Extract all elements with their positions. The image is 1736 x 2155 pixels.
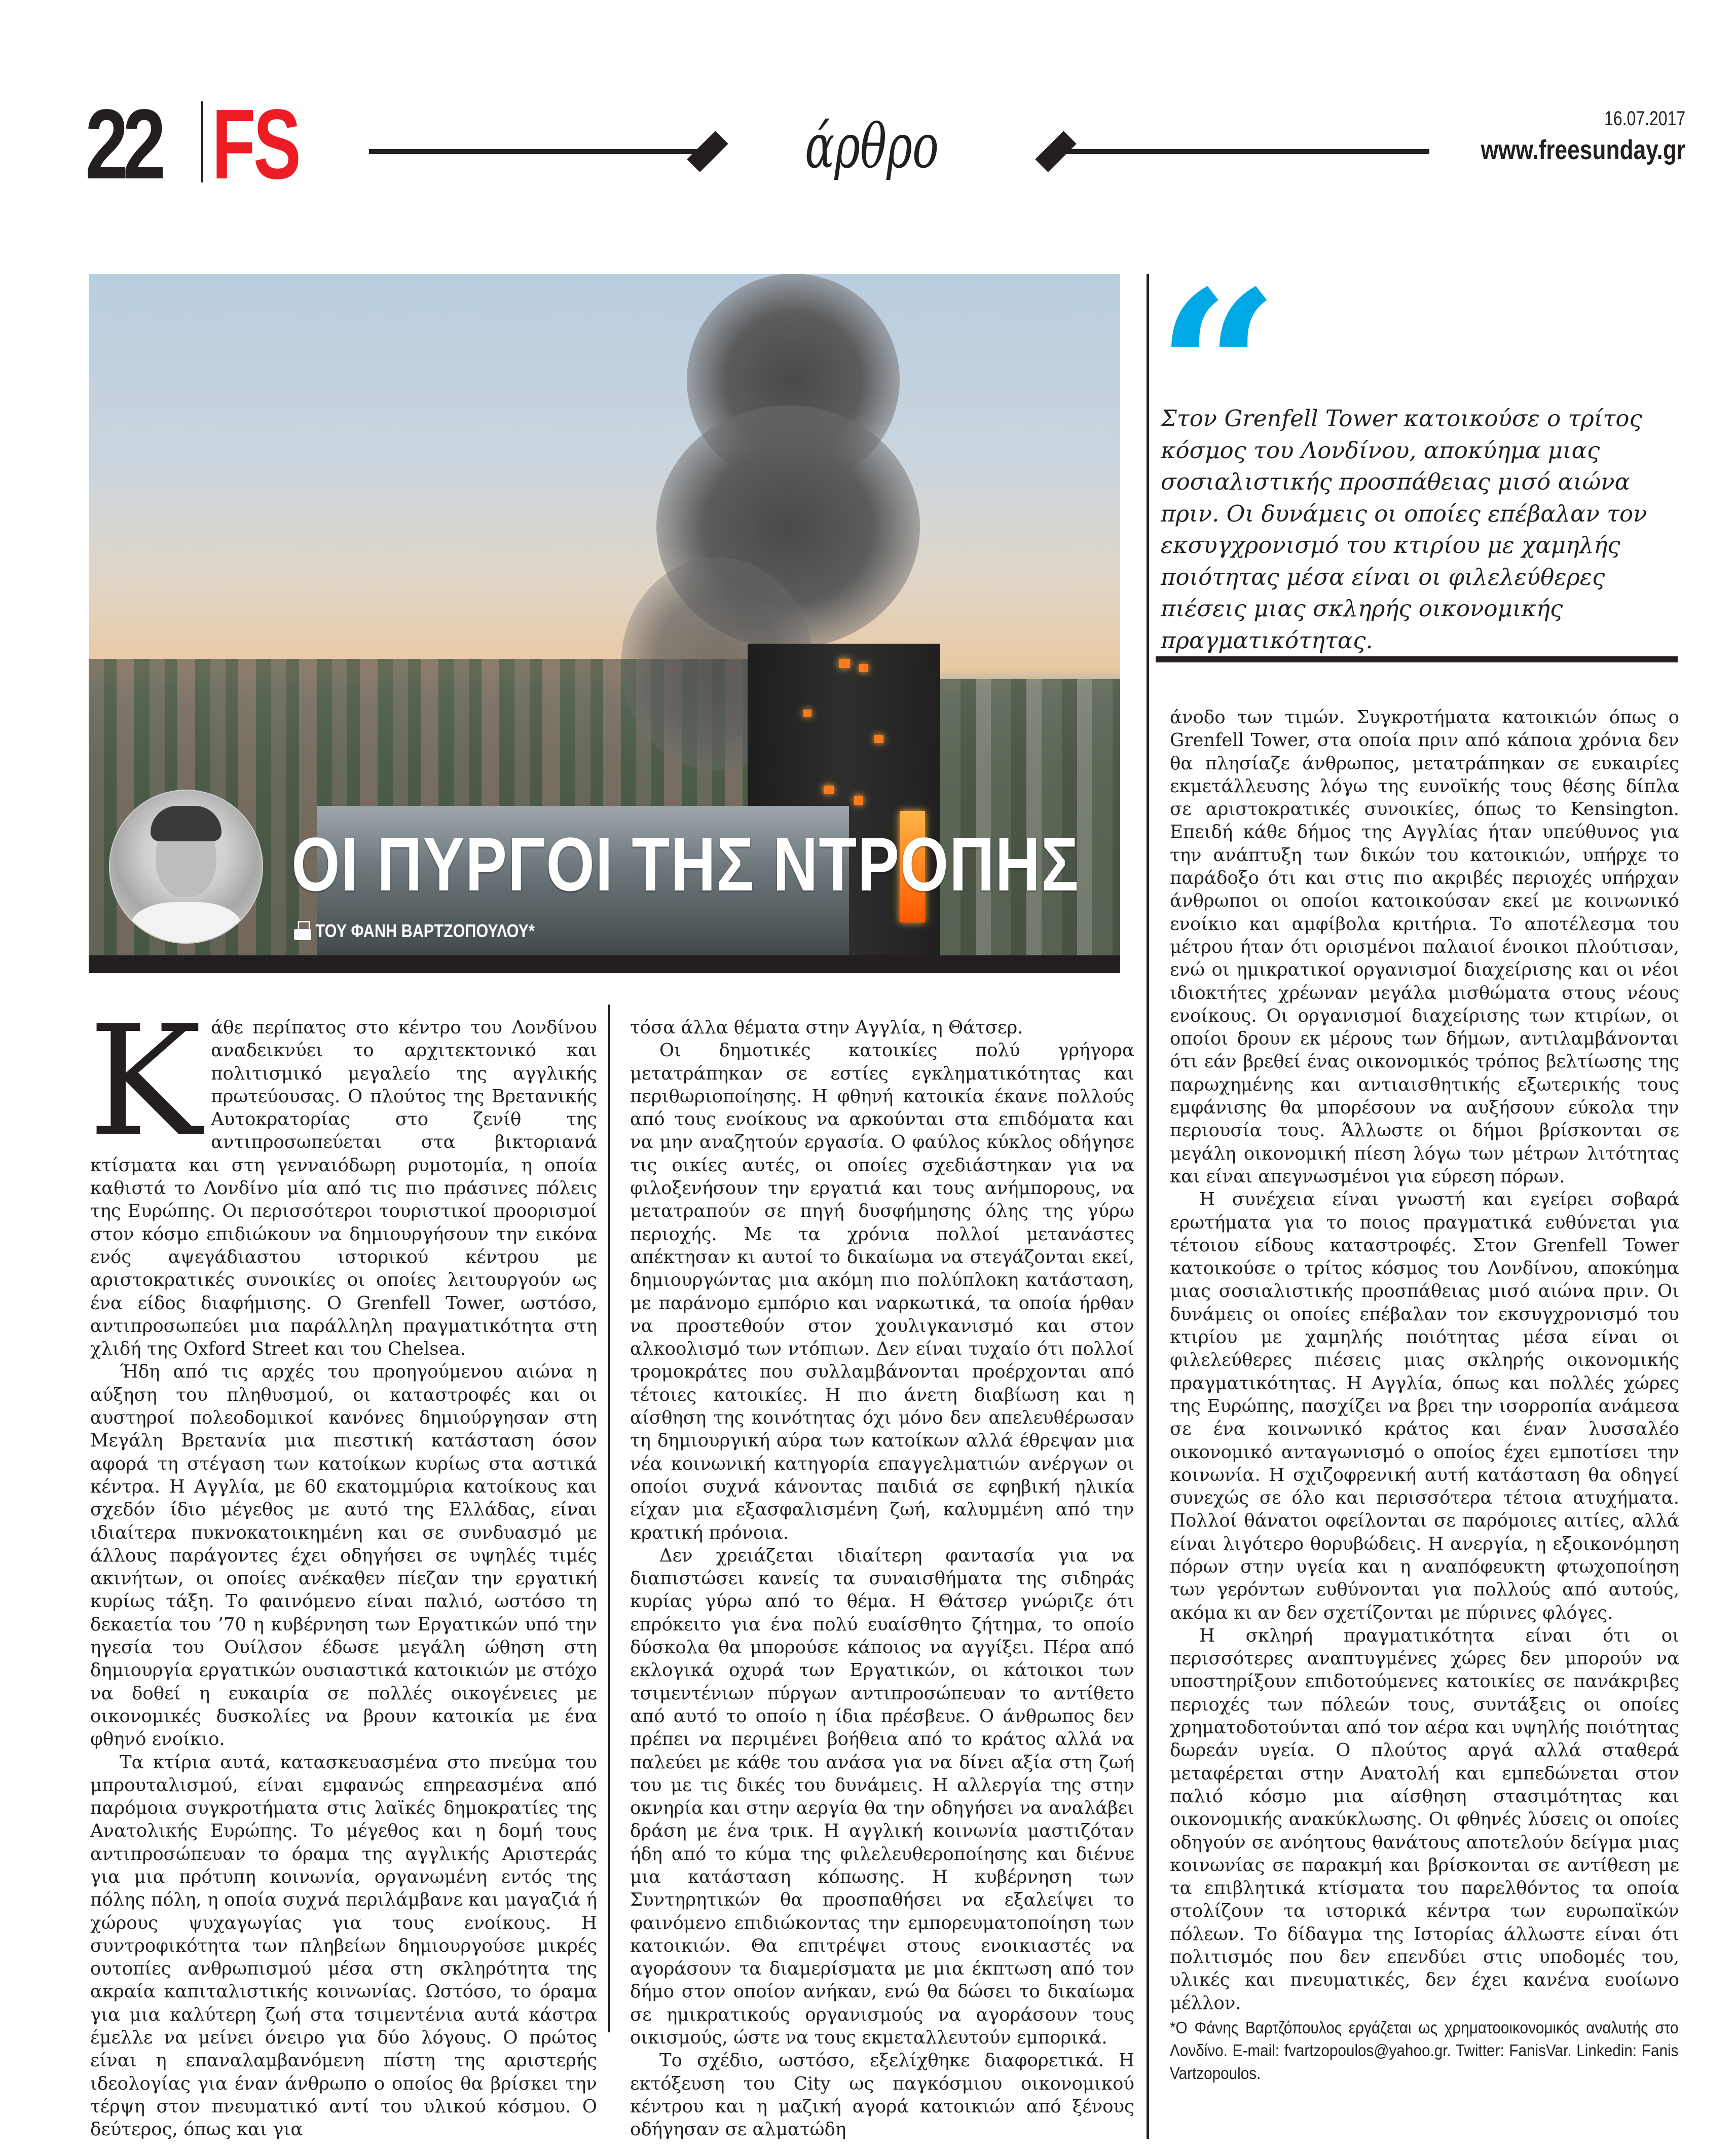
paragraph: Τα κτίρια αυτά, κατασκευασμένα στο πνεύμα του μπρουταλισμού, είναι εμφανώς επηρεασμένα από παρόμοια συγκροτήματα στις λαϊκές δημοκρατίες της Ανατολικής Ευρώπης. Το μέγεθος και η δομή τους αντιπροσώπευαν το όραμα της αγγλικής Αριστεράς για μια πρότυπη κοινωνία, οργανωμένη εντός της πόλης πόλη, η οποία συχνά περιλάμβανε και μαγαζιά ή χώρους ψυχαγωγίας για τους ενοίκους. Η συντροφικότητα των πληβείων δημιουργούσε μικρές ουτοπίες ανθρωπισμού μέσα στη σκληρότητα της ακραία καπιταλιστικής κοινωνίας. Ωστόσο, το όραμα για μια καλύτερη ζωή στα τσιμεντένια αυτά κάστρα έμελλε να μείνει όνειρο για δύο λόγους. Ο πρώτος είναι η επαναλαμβανόμενη πίστη της αριστερής ιδεολογίας για έναν άνθρωπο ο οποίος θα βρίσκει την τέρψη στον πνευματικό αντί του υλικού κόσμου. Ο δεύτερος, όπως και για — [90, 1752, 597, 2140]
avatar-shirt — [130, 902, 242, 944]
paragraph: Ήδη από τις αρχές του προηγούμενου αιώνα η αύξηση του πληθυσμού, οι καταστροφές και οι αυστηροί πολεοδομικοί κανόνες δημιούργησαν στη Μεγάλη Βρετανία μια πιεστική κατάσταση όσον αφορά τη στέγαση των κατοίκων κυρίως στα αστικά κέντρα. Η Αγγλία, με 60 εκατομμύρια κατοίκους και σχεδόν ίδιο μέγεθος με αυτό της Ελλάδας, είναι ιδιαίτερα πυκνοκατοικημένη και σε συνδυασμό με άλλους παράγοντες έχει οδηγήσει σε υψηλές τιμές ακινήτων, οι οποίες ανέκαθεν πίεζαν την εργατική κυρίως τάξη. Το φαινόμενο είναι παλιό, ωστόσο τη δεκαετία του ’70 η κυβέρνηση των Εργατικών υπό την ηγεσία του Ουίλσον έδωσε μεγάλη ώθηση στη δημιουργία εργατικών ουσιαστικά κατοικιών με στόχο να δοθεί η ευκαιρία σε πολλές οικογένειες με οικονομικές δυσκολίες να βρουν κατοικία με ένα φθηνό ενοίκιο. — [90, 1361, 597, 1750]
pull-quote: Στον Grenfell Tower κατοικούσε ο τρίτος κόσμος του Λονδίνου, αποκύημα μιας σοσιαλιστικής προσπάθειας μισό αιώνα πριν. Οι δυνάμεις οι οποίες επέβαλαν τον εκσυγχρονισμό του κτιρίου με χαμηλής ποιότητας μέσα είναι οι φιλελεύθερες πιέσεις μιας σκληρής οικονομικής πραγματικότητας. — [1161, 405, 1647, 654]
fire — [874, 735, 883, 743]
column-divider-right — [1147, 274, 1149, 2139]
article-column-2 — [630, 1016, 1134, 2141]
typewriter-icon — [294, 921, 311, 941]
section-label: άρθρο — [805, 112, 939, 182]
column-divider-left — [608, 1005, 610, 2032]
fire — [854, 796, 863, 805]
city-skyline-right — [940, 679, 1120, 955]
fire — [824, 786, 834, 794]
paragraph: τόσα άλλα θέματα στην Αγγλία, η Θάτσερ. — [630, 1017, 1023, 1038]
hero-photo — [89, 274, 1120, 955]
drop-cap: Κ — [88, 993, 202, 1170]
page-number: 22 — [85, 89, 161, 200]
byline-author: ΤΟΥ ΦΑΝΗ ΒΑΡΤΖΟΠΟΥΛΟΥ* — [315, 920, 535, 941]
header-rule-left — [369, 149, 704, 154]
article-column-3 — [1170, 706, 1679, 2015]
publication-logo: FS — [212, 89, 299, 200]
fire — [839, 659, 850, 668]
avatar-hair — [151, 806, 221, 841]
paragraph: Η συνέχεια είναι γνωστή και εγείρει σοβαρά ερωτήματα για το ποιος πραγματικά ευθύνεται για τέτοιου είδους καταστροφές. Στον Grenfell Tower κατοικούσε ο τρίτος κόσμος του Λονδίνου, αποκύημα μιας σοσιαλιστικής προσπάθειας μισό αιώνα πριν. Οι δυνάμεις οι οποίες επέβαλαν τον εκσυγχρονισμό του κτιρίου με χαμηλής ποιότητας μέσα είναι οι φιλελεύθερες πιέσεις μιας σκληρής οικονομικής πραγματικότητας. Η Αγγλία, όπως και πολλές χώρες της Ευρώπης, πασχίζει να βρει την ισορροπία ανάμεσα σε ένα κοινωνικό κράτος και έναν λυσσαλέο οικονομικό ανταγωνισμό ο οποίος έχει εμποτίσει την κοινωνία. Η σχιζοφρενική αυτή κατάσταση θα οδηγεί συνεχώς σε όλο και περισσότερα τέτοια ατυχήματα. Πολλοί θάνατοι οφείλονται σε παρόμοιες αιτίες, αλλά είναι λιγότερο θορυβώδεις. Η ανεργία, η εξοικονόμηση πόρων στην υγεία και η αναπόφευκτη φτωχοποίηση των γερόντων ευθύνονται για πολλούς από αυτούς, ακόμα κι αν δεν σχετίζονται με πύρινες φλόγες. — [1170, 1189, 1679, 1623]
author-footnote: *Ο Φάνης Βαρτζόπουλος εργάζεται ως χρηματοοικονομικός αναλυτής στο Λονδίνο. E-mail: fvartzopoulos@yahoo.gr. Twitter: FanisVar. Linkedin: Fanis Vartzopoulos. — [1170, 2018, 1679, 2083]
website-link[interactable]: www.freesunday.gr — [1481, 135, 1685, 165]
article-column-1 — [88, 993, 597, 2141]
paragraph: Το σχέδιο, ωστόσο, εξελίχθηκε διαφορετικά. Η εκτόξευση του City ως παγκόσμιου οικονομικού κέντρου και η μαζική αγορά κατοικιών από ξένους οδήγησαν σε αλματώδη — [630, 2050, 1134, 2140]
paragraph: Η σκληρή πραγματικότητα είναι ότι οι περισσότερες αναπτυγμένες χώρες δεν μπορούν να υποστηρίξουν επιδοτούμενες κατοικίες σε πανάκριβες περιοχές των πόλεών τους, συντάξεις οι οποίες χρηματοδοτούνται από τον αέρα και υψηλής ποιότητας δωρεάν υγεία. Ο πλούτος αργά αλλά σταθερά μεταφέρεται στην Ανατολή και εμπεδώνεται στον παλιό κόσμο μια αίσθηση στασιμότητας και οικονομικής ανακύκλωσης. Οι φθηνές λύσεις οι οποίες οδηγούν σε ανόητους θανάτους αποτελούν δείγμα μιας κοινωνίας σε παρακμή και βρίσκονται σε αντίθεση με τα επιβλητικά κτίσματα του παρελθόντος τα οποία στολίζουν τα ιστορικά κέντρα των ευρωπαϊκών πόλεων. Το δίδαγμα της Ιστορίας άλλωστε είναι ότι πολιτισμός που δεν επενδύει στις υποδομές του, υλικές και πνευματικές, δεν έχει κανένα ευοίωνο μέλλον. — [1170, 1625, 1679, 2014]
article-headline: ΟΙ ΠΥΡΓΟΙ ΤΗΣ ΝΤΡΟΠΗΣ — [291, 822, 1080, 907]
paragraph: Οι δημοτικές κατοικίες πολύ γρήγορα μετατράπηκαν σε εστίες εγκληματικότητας και περιθωριοποίησης. Η φθηνή κατοικία έκανε πολλούς από τους ενοίκους να αρκούνται στα επιδόματα και να μην αναζητούν εργασία. Ο φαύλος κύκλος οδήγησε τις οικίες αυτές, οι οποίες σχεδιάστηκαν για να φιλοξενήσουν την εργατιά και τους ανήμπορους, να μετατραπούν σε πηγή δυσφήμησης όλης της γύρω περιοχής. Με τα χρόνια πολλοί μετανάστες απέκτησαν κι αυτοί το δικαίωμα να στεγάζονται εκεί, δημιουργώντας μια ακόμη πιο πολύπλοκη κατάσταση, με παράνομο εμπόριο και ναρκωτικά, τα οποία ήρθαν να προστεθούν στον χουλιγκανισμό και στον αλκοολισμό των ντόπιων. Δεν είναι τυχαίο ότι πολλοί τρομοκράτες που συλλαμβάνονται προέρχονται από τέτοιες κατοικίες. Η πιο άνετη διαβίωση και η αίσθηση της κοινότητας όχι μόνο δεν απελευθέρωσαν τη δημιουργική αύρα των κατοίκων αλλά έθρεψαν μια νέα κοινωνική κατηγορία επαγγελματιών ανέργων οι οποίοι συχνά κάνοντας παιδιά σε εφηβική ηλικία είχαν μια εξασφαλισμένη ζωή, καλυμμένη από την κρατική πρόνοια. — [630, 1040, 1134, 1543]
photo-bottom-bar — [89, 955, 1120, 973]
issue-date: 16.07.2017 — [1604, 107, 1685, 130]
byline — [294, 920, 535, 942]
paragraph: άνοδο των τιμών. Συγκροτήματα κατοικιών όπως ο Grenfell Tower, στα οποία πριν από κάποια χρόνια δεν θα πλησίαζε άνθρωπος, μετατράπηκαν σε ευκαιρίες εκμετάλλευσης λόγω της ευνοϊκής τους θέσης δίπλα σε αριστοκρατικές συνοικίες, όπως το Kensington. Επειδή κάθε δήμος της Αγγλίας ήταν υπεύθυνος για την ανάπτυξη των δικών του κατοικιών, υπήρχε το παράδοξο ότι και στις πιο ακριβές περιοχές υπήρχαν άνθρωποι οι οποίοι κατοικούσαν εκεί με κοινωνικό ενοίκιο και αμφίβολα κριτήρια. Το αποτέλεσμα του μέτρου ήταν ότι ορισμένοι παλαιοί ένοικοι πλούτισαν, ενώ οι ημικρατικοί οργανισμοί διαχείρισης και οι νέοι ιδιοκτήτες χρέωναν μεγάλα μισθώματα στους νέους ενοίκους. Οι οργανισμοί διαχείρισης των κτιρίων, οι οποίοι δρουν εκ μέρους των δήμων, αντιλαμβάνονται ότι εάν βρεθεί ένας οικονομικός τρόπος βελτίωσης της παρωχημένης και αντιαισθητικής εξωτερικής τους εμφάνισης θα μπορέσουν να αυξήσουν εύκολα την περιουσία τους. Άλλωστε οι δήμοι βρίσκονται σε μεγάλη οικονομική πίεση λόγω των μέτρων λιτότητας και είναι απεγνωσμένοι για εύρεση πόρων. — [1170, 707, 1679, 1187]
quote-mark-icon: “ — [1157, 245, 1279, 495]
header-separator — [201, 101, 203, 182]
paragraph: Δεν χρειάζεται ιδιαίτερη φαντασία για να διαπιστώσει κανείς τα συναισθήματα της σιδηράς κυρίας γύρω από το θέμα. Η Θάτσερ γνώριζε ότι επρόκειτο για ένα πολύ ευαίσθητο ζήτημα, το οποίο δύσκολα θα μπορούσε κάποιος να αγγίξει. Πέρα από εκλογικά οχυρά των Εργατικών, οι κάτοικοι των τσιμεντένιων πύργων αντιπροσώπευαν το αντίθετο από αυτό το οποίο η ίδια πρέσβευε. Ο άνθρωπος δεν πρέπει να περιμένει βοήθεια από το κράτος αλλά να παλεύει με κάθε του ανάσα για να δίνει αξία στη ζωή του με τις δικές του δυνάμεις. Η αλλεργία της στην οκνηρία και στην αεργία θα την οδηγήσει να αναλάβει δράση με ένα τρικ. Η αγγλική κοινωνία μαστιζόταν ήδη από το κύμα της φιλελευθεροποίησης και διένυε μια κατάσταση κόπωσης. Η κυβέρνηση των Συντηρητικών θα προσπαθήσει να εξαλείψει το φαινόμενο επιδιώκοντας την εμπορευματοποίηση των κατοικιών. Θα επιτρέψει στους ενοικιαστές να αγοράσουν τα διαμερίσματα με μια έκπτωση από τον δήμο στον οποίον ανήκαν, ενώ θα δώσει το δικαίωμα σε ημικρατικούς οργανισμούς να αγοράσουν τους οικισμούς, ώστε να τους εκμεταλλευτούν εμπορικά. — [630, 1545, 1134, 2049]
fire — [859, 664, 868, 672]
paragraph: Κάθε περίπατος στο κέντρο του Λονδίνου αναδεικνύει το αρχιτεκτονικό και πολιτισμικό μεγαλείο της αγγλικής πρωτεύουσας. Ο πλούτος της Βρετανικής Αυτοκρατορίας στο ζενίθ της αντιπροσωπεύεται στα βικτοριανά κτίσματα και στη γενναιόδωρη ρυμοτομία, η οποία καθιστά το Λονδίνο μία από τις πιο πράσινες πόλεις της Ευρώπης. Οι περισσότεροι τουριστικοί προορισμοί στον κόσμο επιδιώκουν να δημιουργήσουν την εικόνα ενός αψεγάδιαστου ιστορικού κέντρου με αριστοκρατικές συνοικίες οι οποίες λειτουργούν ως ένα είδος διαφήμισης. Ο Grenfell Tower, ωστόσο, αντιπροσωπεύει μια παράλληλη πραγματικότητα στη χλιδή της Oxford Street και του Chelsea. — [88, 993, 597, 1360]
pull-quote-rule — [1156, 656, 1678, 662]
fire — [803, 710, 811, 717]
header-rule-right — [1059, 149, 1429, 154]
author-avatar — [109, 790, 263, 944]
